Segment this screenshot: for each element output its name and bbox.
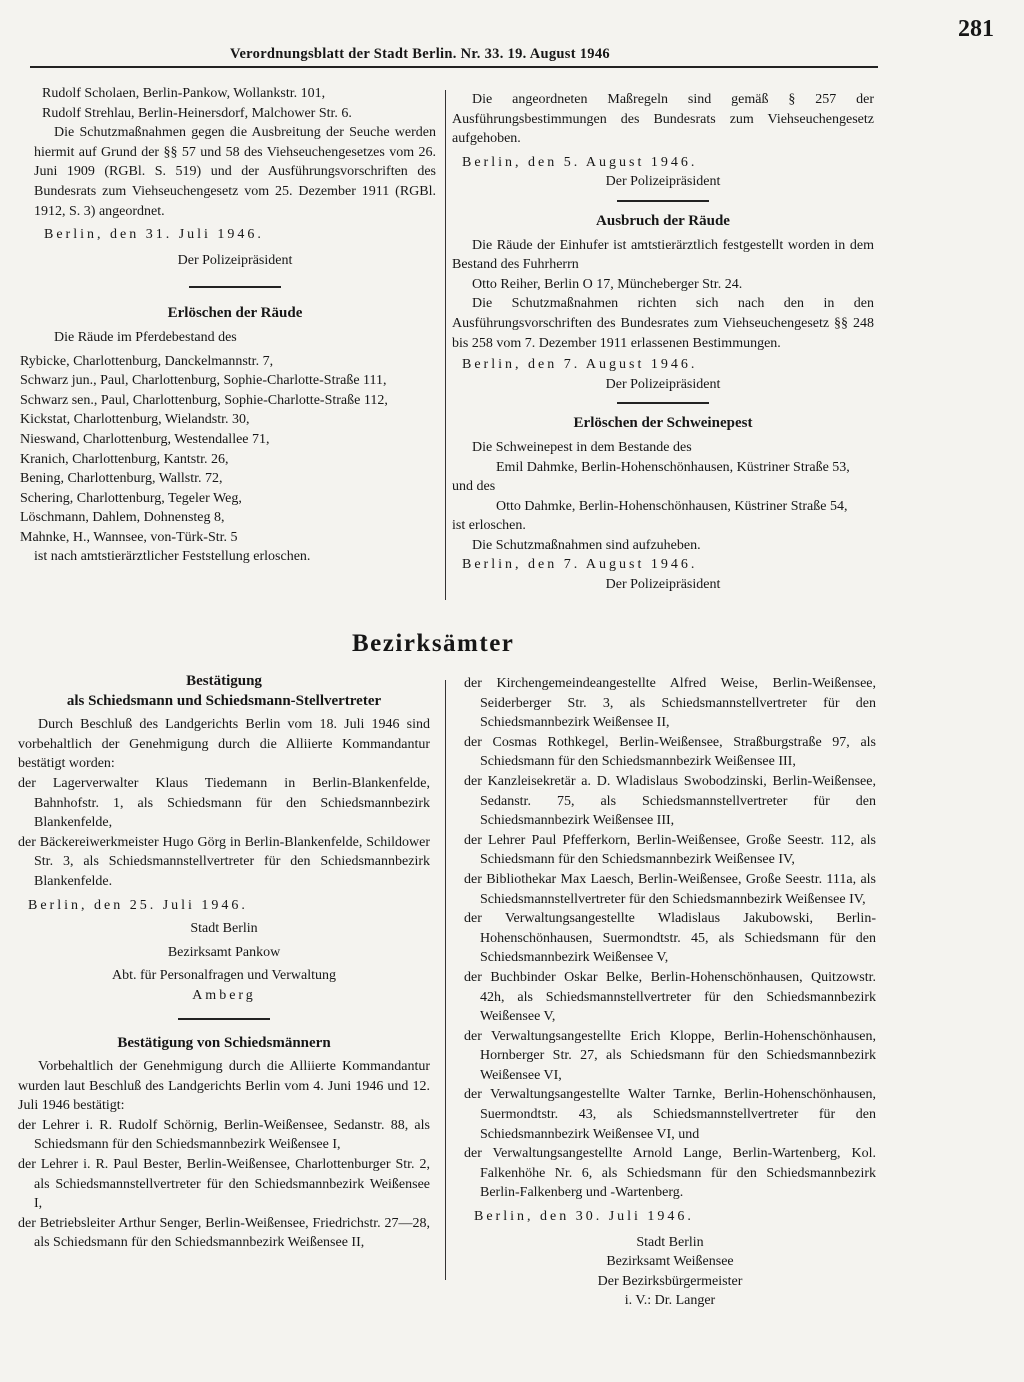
paragraph: Vorbehaltlich der Genehmigung durch die Alliierte Kommandantur wurden laut Beschluß des Landgerichts Berlin vom 4. Juni 1946 und 12. Juli 1946 bestätigt: — [18, 1059, 430, 1114]
list-item: Löschmann, Dahlem, Dohnensteg 8, — [20, 510, 225, 526]
signature-line: Der Bezirksbürgermeister — [597, 1273, 743, 1289]
list-item: der Kirchengemeindeangestellte Alfred Weise, Berlin-Weißensee, Seiderberger Str. 3, als Schiedsmannstellvertreter für den Schiedsmannbezirk Weißensee II, — [464, 676, 876, 731]
bottom-left-column — [18, 672, 430, 1253]
list-item: der Lehrer i. R. Rudolf Schörnig, Berlin-Weißensee, Sedanstr. 88, als Schiedsmann für den Schiedsmannbezirk Weißensee I, — [18, 1117, 430, 1153]
date-line: Berlin, den 31. Juli 1946. — [44, 227, 264, 243]
list-item: Mahnke, H., Wannsee, von-Türk-Str. 5 — [20, 529, 238, 545]
bottom-right-column — [464, 674, 876, 1311]
list-item: der Verwaltungsangestellte Arnold Lange, Berlin-Wartenberg, Kol. Falkenhöhe Nr. 6, als Schiedsmann für den Schiedsmannbezirk Berlin-Falkenberg und -Wartenberg. — [464, 1146, 876, 1201]
separator-rule — [178, 1018, 270, 1020]
list-item: der Betriebsleiter Arthur Senger, Berlin-Weißensee, Friedrichstr. 27—28, als Schiedsmann für den Schiedsmannbezirk Weißensee II, — [18, 1215, 430, 1251]
section-title: Bezirksämter — [352, 630, 515, 657]
paragraph: Die angeordneten Maßregeln sind gemäß § 257 der Ausführungsbestimmungen des Bundesrats zum Viehseuchengesetz aufgehoben. — [452, 92, 874, 147]
section-heading: Ausbruch der Räude — [596, 212, 730, 229]
date-line: Berlin, den 30. Juli 1946. — [474, 1209, 694, 1225]
section-heading: Erlöschen der Schweinepest — [573, 415, 753, 432]
signature: Der Polizeipräsident — [605, 376, 721, 392]
signature: Der Polizeipräsident — [177, 252, 293, 268]
separator-rule — [617, 402, 709, 404]
list-item: Schering, Charlottenburg, Tegeler Weg, — [20, 490, 242, 506]
paragraph: und des — [452, 479, 496, 495]
date-line: Berlin, den 7. August 1946. — [462, 557, 698, 573]
paragraph: ist erloschen. — [452, 518, 526, 534]
date-line: Berlin, den 5. August 1946. — [462, 154, 698, 170]
separator-rule — [617, 200, 709, 202]
list-item: der Verwaltungsangestellte Erich Kloppe, Berlin-Hohenschönhausen, Hornberger Str. 27, als Schiedsmann für den Schiedsmannbezirk Weißensee VI, — [464, 1028, 876, 1083]
paragraph: Die Schutzmaßnahmen sind aufzuheben. — [472, 537, 701, 553]
list-item: Schwarz sen., Paul, Charlottenburg, Sophie-Charlotte-Straße 112, — [20, 392, 388, 408]
paragraph: Durch Beschluß des Landgerichts Berlin vom 18. Juli 1946 sind vorbehaltlich der Genehmigung durch die Alliierte Kommandantur bestätigt worden: — [18, 717, 430, 772]
separator-rule — [189, 286, 281, 288]
paragraph: Die Räude im Pferdebestand des — [54, 329, 237, 345]
list-item: Emil Dahmke, Berlin-Hohenschönhausen, Küstriner Straße 53, — [496, 459, 850, 475]
section-heading: als Schiedsmann und Schiedsmann-Stellvertreter — [66, 692, 382, 709]
list-item: der Verwaltungsangestellte Walter Tarnke, Berlin-Hohenschönhausen, Suermondtstr. 43, als Schiedsmannstellvertreter für den Schiedsmannbezirk Weißensee VI, und — [464, 1087, 876, 1142]
date-line: Berlin, den 25. Juli 1946. — [28, 897, 248, 913]
paragraph: Die Schutzmaßnahmen richten sich nach den in den Ausführungsvorschriften des Bundesrates zum Viehseuchengesetz §§ 248 bis 258 vom 7. Dezember 1911 erlassenen Bestimmungen. — [452, 296, 874, 351]
list-item: der Buchbinder Oskar Belke, Berlin-Hohenschönhausen, Quitzowstr. 42h, als Schiedsmannstellvertreter für den Schiedsmannbezirk Weißensee V, — [464, 969, 876, 1025]
list-item: der Verwaltungsangestellte Wladislaus Jakubowski, Berlin-Hohenschönhausen, Suermondtstr. 45, als Schiedsmann für den Schiedsmannbezirk Weißensee V, — [464, 911, 876, 966]
signature-line: Stadt Berlin — [636, 1234, 704, 1250]
list-item: Nieswand, Charlottenburg, Westendallee 71, — [20, 431, 270, 447]
section-heading: Bestätigung von Schiedsmännern — [117, 1034, 331, 1051]
paragraph: Die Räude der Einhufer ist amtstierärztlich festgestellt worden in dem Bestand des Fuhrherrn — [452, 237, 874, 273]
header-rule — [30, 66, 878, 68]
running-header: Verordnungsblatt der Stadt Berlin. Nr. 33. 19. August 1946 — [230, 46, 610, 62]
list-item: Rybicke, Charlottenburg, Danckelmannstr. 7, — [20, 353, 274, 369]
list-item: der Bäckereiwerkmeister Hugo Görg in Berlin-Blankenfelde, Schildower Str. 3, als Schiedsmannstellvertreter für den Schiedsmannbezirk Blankenfelde. — [18, 834, 430, 889]
top-right-column — [452, 90, 874, 595]
signature-line: Bezirksamt Pankow — [167, 944, 281, 960]
list-item: Schwarz jun., Paul, Charlottenburg, Sophie-Charlotte-Straße 111, — [20, 373, 387, 389]
signature-name: Amberg — [192, 987, 256, 1003]
signature: Der Polizeipräsident — [605, 577, 721, 593]
list-item: der Lagerverwalter Klaus Tiedemann in Berlin-Blankenfelde, Bahnhofstr. 1, als Schiedsmann für den Schiedsmannbezirk Blankenfelde, — [18, 775, 430, 831]
signature-name: i. V.: Dr. Langer — [624, 1293, 716, 1309]
section-heading: Erlöschen der Räude — [167, 305, 303, 322]
list-item: Bening, Charlottenburg, Wallstr. 72, — [20, 471, 223, 487]
list-item: der Bibliothekar Max Laesch, Berlin-Weißensee, Große Seestr. 111a, als Schiedsmannstellvertreter für den Schiedsmannbezirk Weißensee IV, — [464, 871, 876, 907]
paragraph: Die Schweinepest in dem Bestande des — [472, 439, 692, 455]
entry-line: Rudolf Scholaen, Berlin-Pankow, Wollankstr. 101, — [42, 86, 326, 101]
list-item: der Cosmas Rothkegel, Berlin-Weißensee, Straßburgstraße 97, als Schiedsmann für den Schiedsmannbezirk Weißensee III, — [464, 734, 876, 770]
paragraph: ist nach amtstierärztlicher Feststellung erloschen. — [34, 549, 311, 565]
list-item: der Kanzleisekretär a. D. Wladislaus Swobodzinski, Berlin-Weißensee, Sedanstr. 75, als Schiedsmannstellvertreter für den Schiedsmannbezirk Weißensee III, — [464, 773, 876, 829]
column-divider — [445, 680, 446, 1280]
date-line: Berlin, den 7. August 1946. — [462, 357, 698, 373]
column-divider — [445, 90, 446, 600]
section-heading: Bestätigung — [186, 673, 262, 689]
list-item: der Lehrer i. R. Paul Bester, Berlin-Weißensee, Charlottenburger Str. 2, als Schiedsmannstellvertreter für den Schiedsmannbezirk Weißensee I, — [18, 1157, 430, 1212]
paragraph: Die Schutzmaßnahmen gegen die Ausbreitung der Seuche werden hiermit auf Grund der §§ 57 und 58 des Viehseuchengesetzes vom 26. Juni 1909 (RGBl. S. 519) und der Ausführungsvorschriften des Bundesrats zum Viehseuchengesetz vom 25. Dezember 1911 (RGBl. 1912, S. 3) angeordnet. — [34, 125, 436, 219]
list-item: Kickstat, Charlottenburg, Wielandstr. 30, — [20, 412, 250, 428]
page-number: 281 — [958, 16, 994, 42]
list-item: der Lehrer Paul Pfefferkorn, Berlin-Weißensee, Große Seestr. 112, als Schiedsmann für den Schiedsmannbezirk Weißensee IV, — [464, 832, 876, 868]
list-item: Kranich, Charlottenburg, Kantstr. 26, — [20, 451, 229, 467]
list-item: Otto Dahmke, Berlin-Hohenschönhausen, Küstriner Straße 54, — [496, 498, 848, 514]
list — [20, 352, 436, 548]
signature-line: Bezirksamt Weißensee — [606, 1254, 734, 1270]
entry-line: Rudolf Strehlau, Berlin-Heinersdorf, Malchower Str. 6. — [42, 105, 352, 121]
signature: Der Polizeipräsident — [605, 174, 721, 190]
signature-line: Abt. für Personalfragen und Verwaltung — [111, 968, 337, 984]
signature-line: Stadt Berlin — [190, 921, 258, 937]
paragraph: Otto Reiher, Berlin O 17, Müncheberger Str. 24. — [472, 276, 743, 292]
top-left-column — [20, 84, 436, 567]
